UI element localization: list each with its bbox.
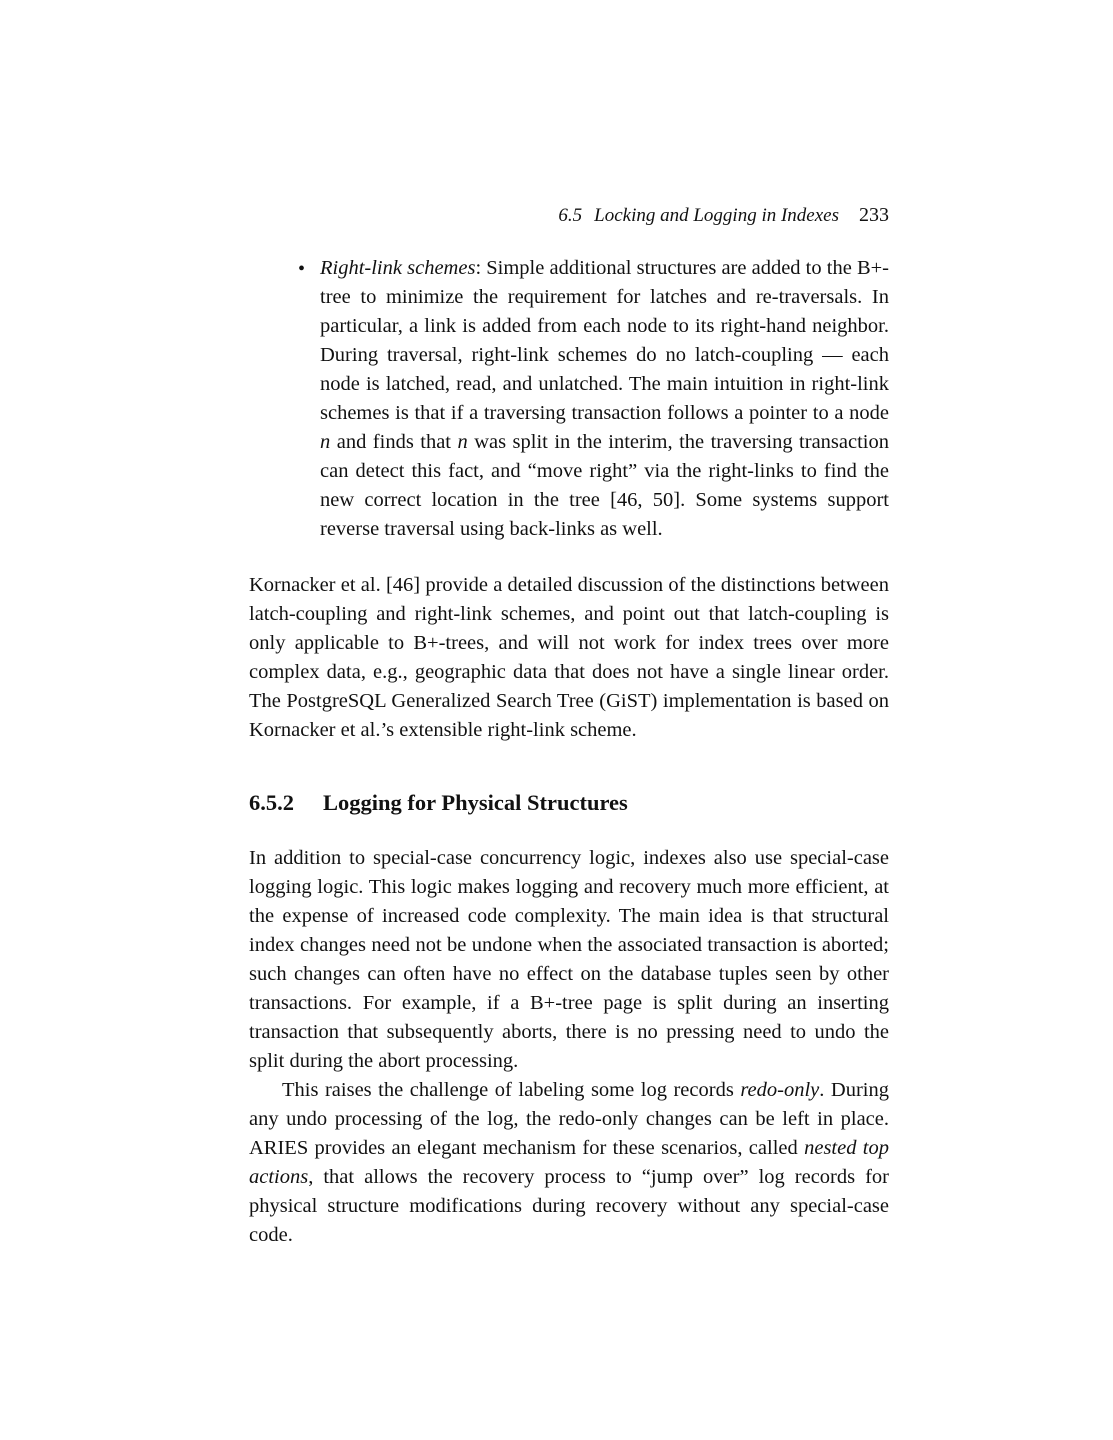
paragraph-redo-only	[249, 1076, 889, 1250]
bullet-term: Right-link schemes	[320, 257, 476, 279]
section-heading	[249, 789, 889, 817]
paragraph-logging-intro: In addition to special-case concurrency logic, indexes also use special-case logging logic. This logic makes logging and recovery much more efficient, at the expense of increased code complexity. The main idea is that structural index changes need not be undone when the associated transaction is aborted; such changes can often have no effect on the database tuples seen by other transactions. For example, if a B+-tree page is split during an inserting transaction that subsequently aborts, there is no pressing need to undo the split during the abort processing.	[249, 847, 889, 1072]
math-var-n: n	[457, 431, 468, 453]
text-segment: , that allows the recovery process to “jump over” log records for physical structure modifications during recovery without any special-case code.	[249, 1166, 889, 1246]
text-segment: was split in the interim, the traversing transaction can detect this fact, and “move right” via the right-links to find the new correct location in the tree [46, 50]. Some systems support reverse traversal using back-links as well.	[320, 431, 889, 540]
text-column	[249, 203, 889, 1250]
bullet-item-right-link-schemes	[249, 254, 889, 544]
running-head	[249, 203, 889, 228]
text-segment: and finds that	[330, 431, 458, 453]
math-var-n: n	[320, 431, 331, 453]
section-title: Logging for Physical Structures	[323, 790, 628, 815]
term-nested-top-actions: nested top actions	[249, 1137, 889, 1188]
bullet-icon: •	[298, 258, 306, 280]
paragraph-kornacker: Kornacker et al. [46] provide a detailed discussion of the distinctions between latch-coupling and right-link schemes, and point out that latch-coupling is only applicable to B+-trees, and will not work for index trees over more complex data, e.g., geographic data that does not have a single linear order. The PostgreSQL Generalized Search Tree (GiST) implementation is based on Kornacker et al.’s extensible right-link scheme.	[249, 574, 889, 741]
section-number: 6.5.2	[249, 790, 294, 815]
running-head-title	[558, 204, 839, 228]
bullet-paragraph	[320, 254, 889, 544]
running-head-section-number: 6.5	[558, 205, 583, 226]
text-segment: . During any undo processing of the log, the redo-only changes can be left in place. ARIES provides an elegant mechanism for these scenarios, called	[249, 1079, 889, 1159]
page-number: 233	[859, 204, 889, 226]
text-segment: : Simple additional structures are added to the B+-tree to minimize the requirement for latches and re-traversals. In particular, a link is added from each node to its right-hand neighbor. During traversal, right-link schemes do no latch-coupling — each node is latched, read, and unlatched. The main intuition in right-link schemes is that if a traversing transaction follows a pointer to a node	[320, 257, 890, 424]
text-segment: This raises the challenge of labeling some log records	[282, 1079, 741, 1101]
running-head-chapter-title: Locking and Logging in Indexes	[594, 205, 839, 226]
term-redo-only: redo-only	[740, 1079, 820, 1101]
